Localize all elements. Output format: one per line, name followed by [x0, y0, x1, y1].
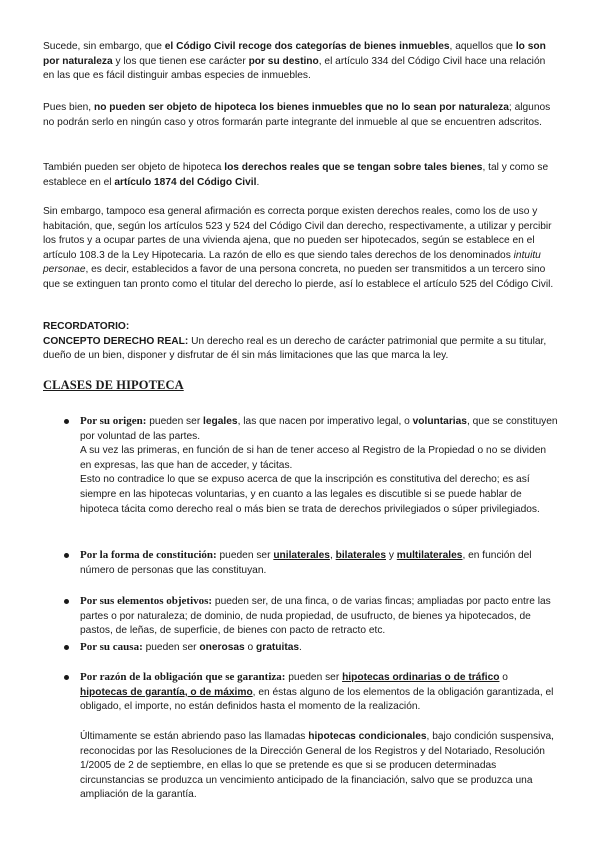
text: A su vez las primeras, en función de si han de tener acceso al Registro de la Propiedad o no se dividen en expresas, las que han de acceder, y tácitas. — [80, 445, 547, 471]
item-label: Por su origen: — [80, 415, 147, 427]
text: , el artículo 334 del Código Civil hace una relación en las que es fácil distinguir ambas especies de inmuebles. — [43, 55, 546, 82]
text: pueden ser — [216, 550, 274, 561]
recordatorio-title: RECORDATORIO: — [43, 321, 130, 332]
paragraph-derechos-reales — [43, 161, 557, 190]
text: , en éstas alguno de los elementos de la obligación garantizada, el obligado, el importe, no están definidos hasta el momento de la realización. — [80, 686, 554, 713]
bold-text: lo son por naturaleza — [43, 41, 546, 67]
text: , tal y como se establece en el — [43, 162, 549, 188]
text: o — [244, 642, 257, 653]
concept-text: Un derecho real es un derecho de carácter patrimonial que permite a su titular, dueño de un bien, disponer y disfrutar de él sin más limitaciones que las que marca la ley. — [43, 335, 547, 362]
bold-text: voluntarias — [412, 416, 467, 427]
concept-label: CONCEPTO DERECHO REAL: — [43, 335, 189, 347]
list-item-origen — [80, 414, 558, 517]
underlined-text: bilaterales — [335, 550, 387, 561]
text: Sin embargo, tampoco esa general afirmación es correcta porque existen derechos reales, como los de uso y habitación, que, según los artículos 523 y 524 del Código Civil dan derecho, respectivamente, a utilizar y percibir los frutos y a ocupar partes de una vivienda ajena, que no pueden ser hipotecados, según se establece en el artículo 108.3 de la Ley Hipotecaria. La razón de ello es que siendo tales derechos de los denominados — [43, 206, 552, 261]
text: Esto no contradice lo que se expuso acerca de que la inscripción es constitutiva del derecho; es así siempre en las hipotecas voluntarias, y en cuanto a las legales es discutible si se puede hablar de hipoteca tácita como derecho real o más bien se trata de derechos privilegiados o súper privilegiados. — [80, 474, 540, 515]
bold-text: onerosas — [199, 642, 245, 653]
text: ; algunos no podrán serlo en ningún caso y otros formarán parte integrante del inmueble al que se encuentren adscritos. — [43, 102, 551, 128]
text: pueden ser — [146, 416, 204, 427]
text: Pues bien, — [43, 102, 94, 113]
text: o — [499, 672, 508, 683]
item-label: Por razón de la obligación que se garantiza: — [80, 671, 286, 683]
bold-text: artículo 1874 del Código Civil — [114, 176, 257, 188]
bullet-icon — [64, 599, 69, 604]
bold-text: gratuitas — [256, 642, 300, 653]
text: , que se constituyen por voluntad de las partes. — [80, 416, 558, 442]
list-item-elementos — [80, 594, 558, 639]
list-item-obligacion — [80, 670, 558, 715]
text: , bajo condición suspensiva, reconocidas por las Resoluciones de la Dirección General de los Registros y del Notariado, Resolución 1/2005 de 2 de septiembre, en ellas lo que se pretende es que si se producen determinadas circunstancias se produzca un vencimiento anticipado de la financiación, salvo que se produzca una ampliación de la garantía. — [80, 731, 554, 801]
text: Últimamente se están abriendo paso las llamadas — [80, 731, 309, 742]
bold-text: legales — [203, 416, 238, 427]
text: , — [329, 550, 336, 561]
list-item-forma — [80, 548, 558, 578]
bullet-icon — [64, 553, 69, 558]
text: pueden ser — [285, 672, 343, 683]
text: y los que tienen ese carácter — [112, 55, 249, 67]
text: También pueden ser objeto de hipoteca — [43, 162, 225, 173]
bold-text: por su destino — [248, 55, 319, 67]
paragraph-hipotecas-condicionales — [80, 730, 558, 803]
bold-text: el Código Civil recoge dos categorías de bienes inmuebles — [164, 41, 450, 52]
bold-text: no pueden ser objeto de hipoteca los bienes inmuebles que no lo sean por naturaleza — [93, 102, 509, 113]
text: , las que nacen por imperativo legal, o — [237, 416, 413, 427]
paragraph-uso-habitacion — [43, 205, 557, 293]
bold-text: los derechos reales que se tengan sobre tales bienes — [224, 162, 483, 173]
item-label: Por su causa: — [80, 641, 143, 653]
bullet-icon — [64, 675, 69, 680]
item-label: Por sus elementos objetivos: — [80, 595, 213, 607]
section-heading: CLASES DE HIPOTECA — [43, 378, 184, 392]
bold-text: hipotecas condicionales — [308, 731, 427, 742]
text: , aquellos que — [449, 41, 516, 52]
text: pueden ser, de una finca, o de varias fincas; ampliadas por pacto entre las partes o por naturaleza; de dominio, de nuda propiedad, de usufructo, de bienes ya hipotecados, de pastos, de leñas, de superficie, de bienes con pacto de retracto etc. — [80, 596, 551, 637]
text: . — [256, 176, 260, 188]
text: , en función del número de personas que las constituyan. — [80, 550, 532, 576]
text: , es decir, establecidos a favor de una persona concreta, no pueden ser transmitidos a un tercero sino que se extinguen tan pronto como el titular del derecho lo pierde, así lo establece el artículo 525 del Código Civil. — [43, 264, 554, 290]
underlined-text: hipotecas de garantía, o de máximo — [80, 686, 253, 698]
underlined-text: hipotecas ordinarias o de tráfico — [342, 672, 500, 683]
paragraph-bienes-inmuebles — [43, 40, 557, 84]
item-label: Por la forma de constitución: — [80, 549, 217, 561]
text: Sucede, sin embargo, que — [43, 41, 165, 52]
text: pueden ser — [142, 642, 200, 653]
underlined-text: unilaterales — [273, 550, 330, 561]
bullet-icon — [64, 645, 69, 650]
paragraph-objeto-hipoteca — [43, 101, 557, 130]
text: y — [386, 550, 397, 561]
text: . — [299, 642, 302, 653]
bullet-icon — [64, 419, 69, 424]
list-item-causa — [80, 640, 558, 656]
underlined-text: multilaterales — [396, 550, 463, 561]
italic-text: intuitu personae — [43, 249, 541, 276]
recordatorio-block — [43, 320, 557, 364]
